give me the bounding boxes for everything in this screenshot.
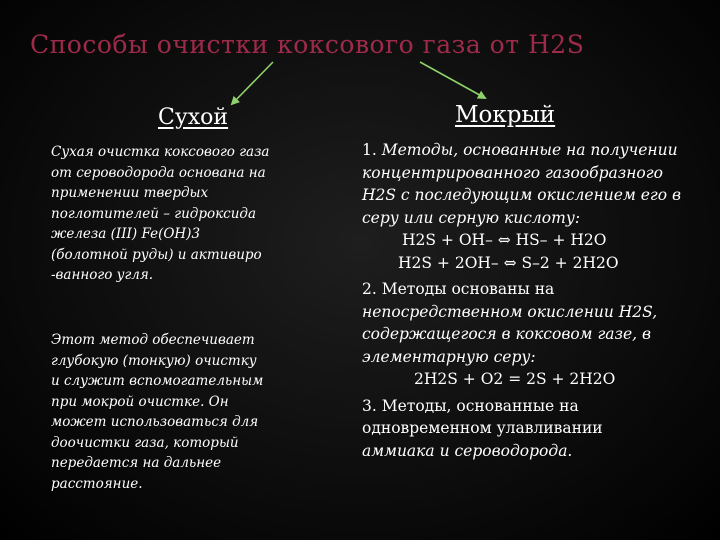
item-1-number: 1. (362, 141, 382, 159)
dry-line: передается на дальнее (51, 455, 222, 471)
wet-item-1-line: концентрированного газообразного (362, 163, 663, 182)
dry-line: -ванного угля. (51, 267, 154, 283)
heading-wet: Мокрый (455, 102, 556, 128)
dry-line: при мокрой очистке. Он (51, 393, 229, 410)
wet-methods (362, 139, 712, 462)
wet-item-2-line: элементарную серу: (362, 347, 536, 366)
dry-line: поглотителей – гидроксида (51, 205, 257, 222)
wet-item-1-line: H2S с последующим окислением его в (362, 186, 682, 204)
wet-item-1-line: 1. Методы, основанные на получении (362, 141, 678, 159)
equation-1: H2S + OH– ⇔ HS– + H2O (402, 231, 607, 249)
dry-line: Сухая очистка коксового газа (51, 144, 270, 160)
dry-line: Этот метод обеспечивает (51, 332, 255, 348)
dry-line: расстояние. (51, 475, 143, 492)
wet-item-1-line: серу или серную кислоту: (362, 208, 581, 227)
dry-line: доочистки газа, который (51, 434, 239, 451)
wet-item-2-line: содержащегося в коксовом газе, в (362, 325, 652, 343)
dry-paragraph-1 (51, 142, 270, 286)
dry-line: может использоваться для (51, 414, 259, 430)
arrow-right (420, 62, 485, 98)
wet-item-3-line: аммиака и сероводорода. (362, 441, 573, 460)
dry-paragraph-2 (51, 330, 263, 494)
arrow-left (232, 62, 273, 104)
wet-item-3-line: одновременном улавливании (362, 419, 603, 437)
slide-title: Способы очистки коксового газа от H2S (30, 30, 585, 59)
equation-2: H2S + 2OH– ⇔ S–2 + 2H2O (398, 253, 619, 272)
dry-line: глубокую (тонкую) очистку (51, 352, 257, 369)
dry-line: применении твердых (51, 185, 209, 201)
wet-item-3-line: 3. Методы, основанные на (362, 396, 579, 415)
wet-item-2-line: непосредственном окислении H2S, (362, 302, 658, 321)
wet-item-2-line: 2. Методы основаны на (362, 280, 555, 298)
dry-line: (болотной руды) и активиро (51, 246, 262, 263)
equation-3: 2H2S + O2 = 2S + 2H2O (414, 370, 616, 388)
dry-line: и служит вспомогательным (51, 373, 264, 389)
dry-line: железа (III) Fe(OH)3 (51, 226, 201, 242)
dry-line: от сероводорода основана на (51, 164, 266, 181)
heading-dry: Сухой (158, 105, 229, 130)
